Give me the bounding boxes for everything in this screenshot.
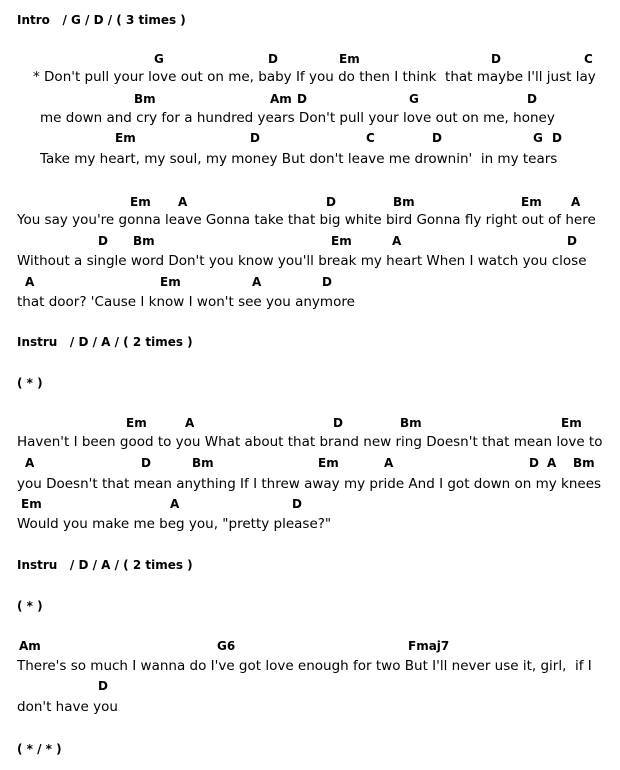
chord: A <box>571 195 581 209</box>
chord: G <box>533 131 543 145</box>
lyric-line: me down and cry for a hundred years Don't pull your love out on me, honey <box>40 110 555 126</box>
chord: D <box>432 131 442 145</box>
lyric-line: Without a single word Don't you know you'll break my heart When I watch you close <box>17 253 587 269</box>
chord: Bm <box>393 195 415 209</box>
chord: Em <box>126 416 147 430</box>
lyric-line: Take my heart, my soul, my money But don't leave me drownin' in my tears <box>40 151 558 167</box>
chord: A <box>25 456 35 470</box>
refrain-marker: ( * ) <box>17 599 43 613</box>
lyric-line: don't have you <box>17 699 118 715</box>
chord: D <box>552 131 562 145</box>
lyric-line: that door? 'Cause I know I won't see you anymore <box>17 294 355 310</box>
instrumental-label: Instru / D / A / ( 2 times ) <box>17 335 193 349</box>
chord: Am <box>19 639 41 653</box>
lyric-line: you Doesn't that mean anything If I threw away my pride And I got down on my knees <box>17 476 602 492</box>
chord: D <box>292 497 302 511</box>
chord: Em <box>130 195 151 209</box>
chord: C <box>584 52 593 66</box>
chord: Bm <box>400 416 422 430</box>
intro-label: Intro / G / D / ( 3 times ) <box>17 13 186 27</box>
chord: Em <box>115 131 136 145</box>
refrain-marker: ( * ) <box>17 376 43 390</box>
chord: Bm <box>573 456 595 470</box>
chord: D <box>141 456 151 470</box>
chord: Em <box>561 416 582 430</box>
chord: A <box>185 416 195 430</box>
chord: G <box>409 92 419 106</box>
chord: D <box>567 234 577 248</box>
chord: Em <box>521 195 542 209</box>
instrumental-label: Instru / D / A / ( 2 times ) <box>17 558 193 572</box>
chord: A <box>392 234 402 248</box>
chord: A <box>25 275 35 289</box>
chord: D <box>326 195 336 209</box>
chord: A <box>178 195 188 209</box>
chord: D <box>529 456 539 470</box>
chord: Bm <box>133 234 155 248</box>
chord: D <box>333 416 343 430</box>
chord: Bm <box>192 456 214 470</box>
chord: G <box>154 52 164 66</box>
chord: Bm <box>134 92 156 106</box>
lyric-line: Haven't I been good to you What about that brand new ring Doesn't that mean love to <box>17 434 603 450</box>
chord: D <box>297 92 307 106</box>
chord: Em <box>331 234 352 248</box>
ending-marker: ( * / * ) <box>17 742 62 756</box>
chord: C <box>366 131 375 145</box>
lyric-line: Would you make me beg you, "pretty please?" <box>17 516 332 532</box>
chord: Em <box>318 456 339 470</box>
chord: A <box>252 275 262 289</box>
chord: A <box>384 456 394 470</box>
chord: A <box>170 497 180 511</box>
chord: D <box>527 92 537 106</box>
lyric-line: You say you're gonna leave Gonna take that big white bird Gonna fly right out of here <box>17 212 596 228</box>
chord: D <box>98 679 108 693</box>
chord: D <box>268 52 278 66</box>
chord: Em <box>160 275 181 289</box>
chord: Em <box>21 497 42 511</box>
chord: Am <box>270 92 292 106</box>
chord: D <box>322 275 332 289</box>
chord: A <box>547 456 557 470</box>
chord: D <box>98 234 108 248</box>
chord: D <box>250 131 260 145</box>
lyric-line: * Don't pull your love out on me, baby If you do then I think that maybe I'll just lay <box>33 69 596 85</box>
lyric-line: There's so much I wanna do I've got love enough for two But I'll never use it, girl, if I <box>17 658 592 674</box>
chord: G6 <box>217 639 236 653</box>
chord: Fmaj7 <box>408 639 450 653</box>
chord: D <box>491 52 501 66</box>
chord: Em <box>339 52 360 66</box>
